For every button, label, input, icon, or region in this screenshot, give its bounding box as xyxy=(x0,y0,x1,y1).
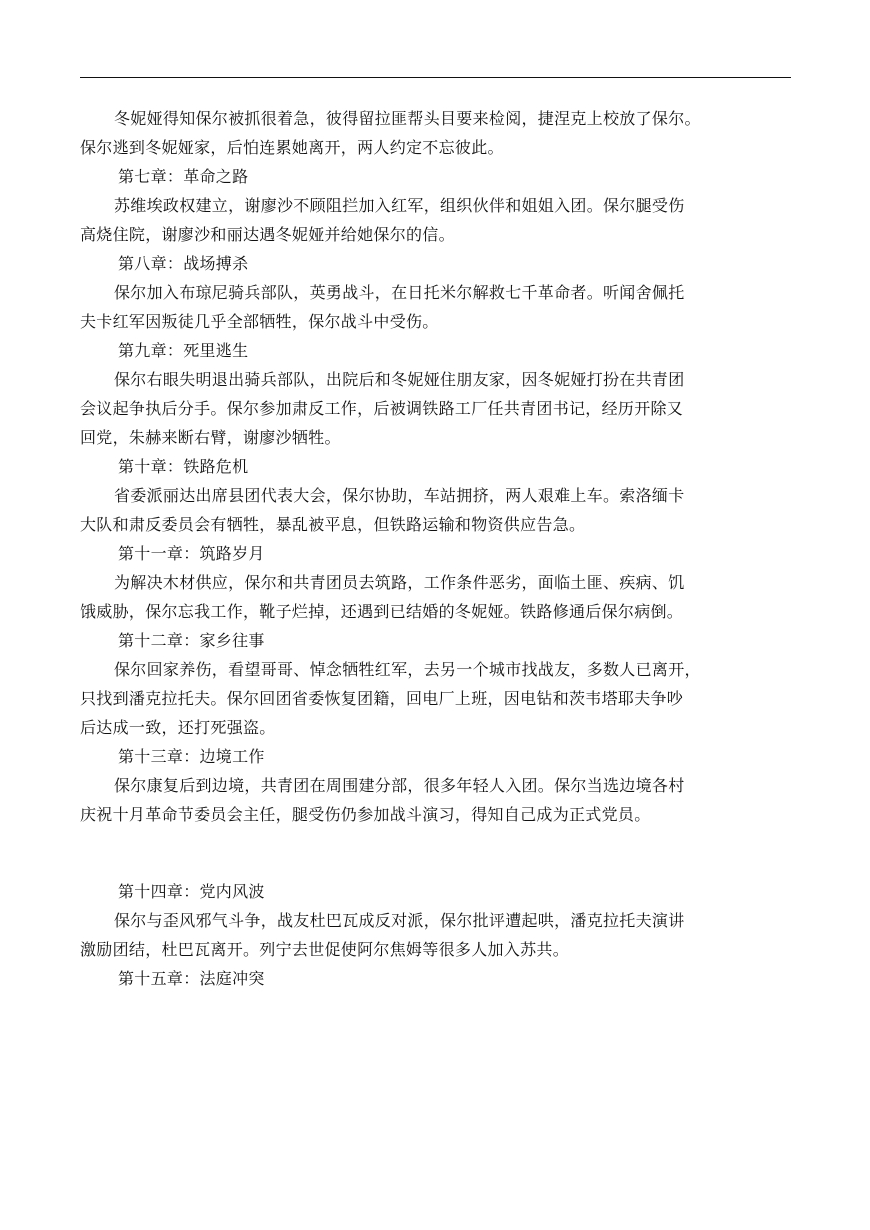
chapter-heading: 第十章：铁路危机 xyxy=(118,457,249,476)
paragraph xyxy=(80,481,791,539)
chapter-heading: 第十四章：党内风波 xyxy=(118,882,265,901)
paragraph-line: 保尔康复后到边境，共青团在周围建分部，很多年轻人入团。保尔当选边境各村 xyxy=(114,776,685,795)
paragraph xyxy=(80,771,791,829)
paragraph-line: 后达成一致，还打死强盗。 xyxy=(80,718,276,737)
paragraph-line: 苏维埃政权建立，谢廖沙不顾阻拦加入红军，组织伙伴和姐姐入团。保尔腿受伤 xyxy=(114,196,685,215)
paragraph-line: 会议起争执后分手。保尔参加肃反工作，后被调铁路工厂任共青团书记，经历开除又 xyxy=(80,399,684,418)
paragraph-line: 为解决木材供应，保尔和共青团员去筑路，工作条件恶劣，面临土匪、疾病、饥 xyxy=(114,573,685,592)
paragraph xyxy=(80,906,791,964)
chapter-heading: 第十二章：家乡往事 xyxy=(118,631,265,650)
chapter-heading: 第九章：死里逃生 xyxy=(118,341,249,360)
paragraph-gap xyxy=(80,829,791,877)
paragraph-line: 只找到潘克拉托夫。保尔回团省委恢复团籍，回电厂上班，因电钻和茨韦塔耶夫争吵 xyxy=(80,689,684,708)
document-body xyxy=(80,104,791,993)
paragraph-line: 保尔与歪风邪气斗争，战友杜巴瓦成反对派，保尔批评遭起哄，潘克拉托夫演讲 xyxy=(114,911,685,930)
paragraph-line: 冬妮娅得知保尔被抓很着急，彼得留拉匪帮头目要来检阅，捷涅克上校放了保尔。 xyxy=(114,109,701,128)
paragraph-line: 保尔加入布琼尼骑兵部队，英勇战斗，在日托米尔解救七千革命者。听闻舍佩托 xyxy=(114,283,685,302)
paragraph-line: 饿威胁，保尔忘我工作，靴子烂掉，还遇到已结婚的冬妮娅。铁路修通后保尔病倒。 xyxy=(80,602,684,621)
header-rule xyxy=(80,77,791,78)
paragraph-line: 保尔逃到冬妮娅家，后怕连累她离开，两人约定不忘彼此。 xyxy=(80,138,504,157)
paragraph xyxy=(80,104,791,162)
paragraph-line: 夫卡红军因叛徒几乎全部牺牲，保尔战斗中受伤。 xyxy=(80,312,439,331)
paragraph-line: 保尔右眼失明退出骑兵部队，出院后和冬妮娅住朋友家，因冬妮娅打扮在共青团 xyxy=(114,370,685,389)
paragraph xyxy=(80,365,791,452)
paragraph-line: 高烧住院，谢廖沙和丽达遇冬妮娅并给她保尔的信。 xyxy=(80,225,455,244)
chapter-heading: 第十一章：筑路岁月 xyxy=(118,544,265,563)
paragraph-line: 省委派丽达出席县团代表大会，保尔协助，车站拥挤，两人艰难上车。索洛缅卡 xyxy=(114,486,685,505)
paragraph xyxy=(80,278,791,336)
paragraph-line: 回党，朱赫来断右臂，谢廖沙牺牲。 xyxy=(80,428,341,447)
paragraph xyxy=(80,568,791,626)
chapter-heading: 第七章：革命之路 xyxy=(118,167,249,186)
paragraph xyxy=(80,191,791,249)
paragraph-line: 大队和肃反委员会有牺牲，暴乱被平息，但铁路运输和物资供应告急。 xyxy=(80,515,586,534)
paragraph xyxy=(80,655,791,742)
chapter-heading: 第十三章：边境工作 xyxy=(118,747,265,766)
paragraph-line: 保尔回家养伤，看望哥哥、悼念牺牲红军，去另一个城市找战友，多数人已离开， xyxy=(114,660,701,679)
chapter-heading: 第八章：战场搏杀 xyxy=(118,254,249,273)
paragraph-line: 庆祝十月革命节委员会主任，腿受伤仍参加战斗演习，得知自己成为正式党员。 xyxy=(80,805,651,824)
chapter-heading: 第十五章：法庭冲突 xyxy=(118,969,265,988)
paragraph-line: 激励团结，杜巴瓦离开。列宁去世促使阿尔焦姆等很多人加入苏共。 xyxy=(80,940,570,959)
